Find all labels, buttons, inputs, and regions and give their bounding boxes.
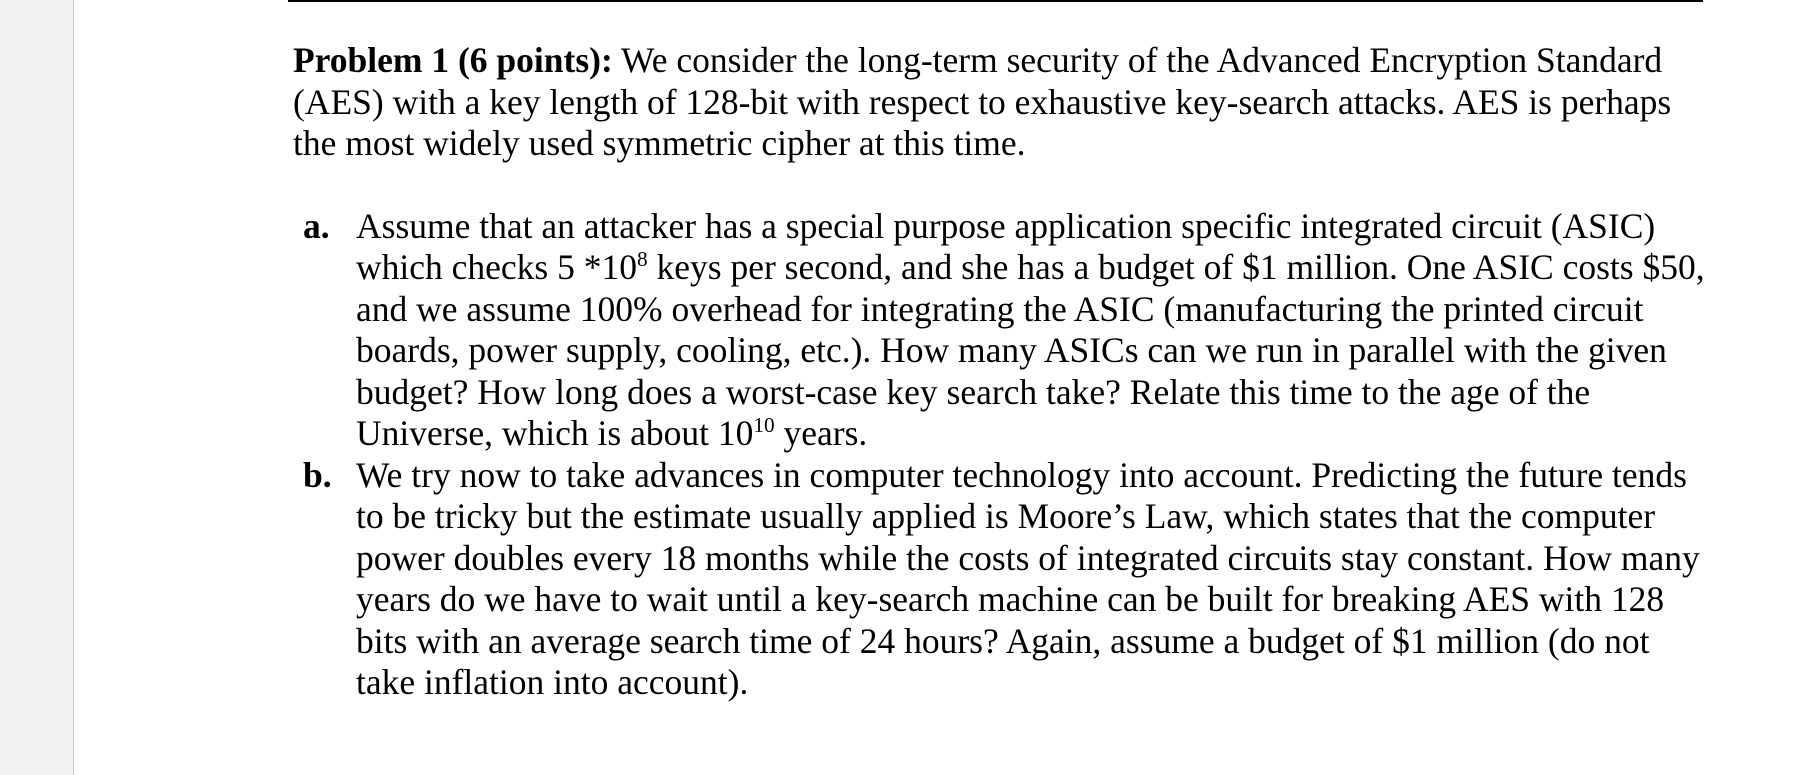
problem-heading: Problem 1 (6 points): [293, 40, 613, 80]
problem-parts-list [293, 206, 1713, 704]
problem-intro [293, 40, 1713, 165]
part-a-marker: a. [303, 205, 330, 246]
document-page [293, 40, 1713, 704]
part-a-exponent-1: 8 [636, 246, 648, 271]
page-gutter [0, 0, 74, 775]
part-a-text-2: keys per second, and she has a budget of $1 million. One ASIC costs $50, and we assume 100% overhead for integrating the ASIC (manufacturing the printed circuit boards, power supply, cooling, etc.). How many ASICs can we run in parallel with the given budget? How long does a worst-case key search take? Relate this time to the age of the Universe, which is about 10 [356, 247, 1705, 453]
part-b-marker: b. [303, 454, 332, 495]
part-b [293, 455, 1713, 704]
part-b-text: We try now to take advances in computer technology into account. Predicting the future tends to be tricky but the estimate usually applied is Moore’s Law, which states that the computer power doubles every 18 months while the costs of integrated circuits stay constant. How many years do we have to wait until a key-search machine can be built for breaking AES with 128 bits with an average search time of 24 hours? Again, assume a budget of $1 million (do not take inflation into account). [356, 454, 1700, 702]
problem-intro-text: We consider the long-term security of the Advanced Encryption Standard (AES) with a key length of 128-bit with respect to exhaustive key-search attacks. AES is perhaps the most widely used symmetric cipher at this time. [293, 40, 1672, 163]
part-a-text-3: years. [774, 413, 868, 453]
part-a-text-1: Assume that an attacker has a special purpose application specific integrated circuit (ASIC) which checks 5 *10 [356, 205, 1656, 287]
part-a [293, 206, 1713, 455]
part-a-exponent-2: 10 [753, 412, 775, 437]
top-divider-line [288, 0, 1703, 2]
